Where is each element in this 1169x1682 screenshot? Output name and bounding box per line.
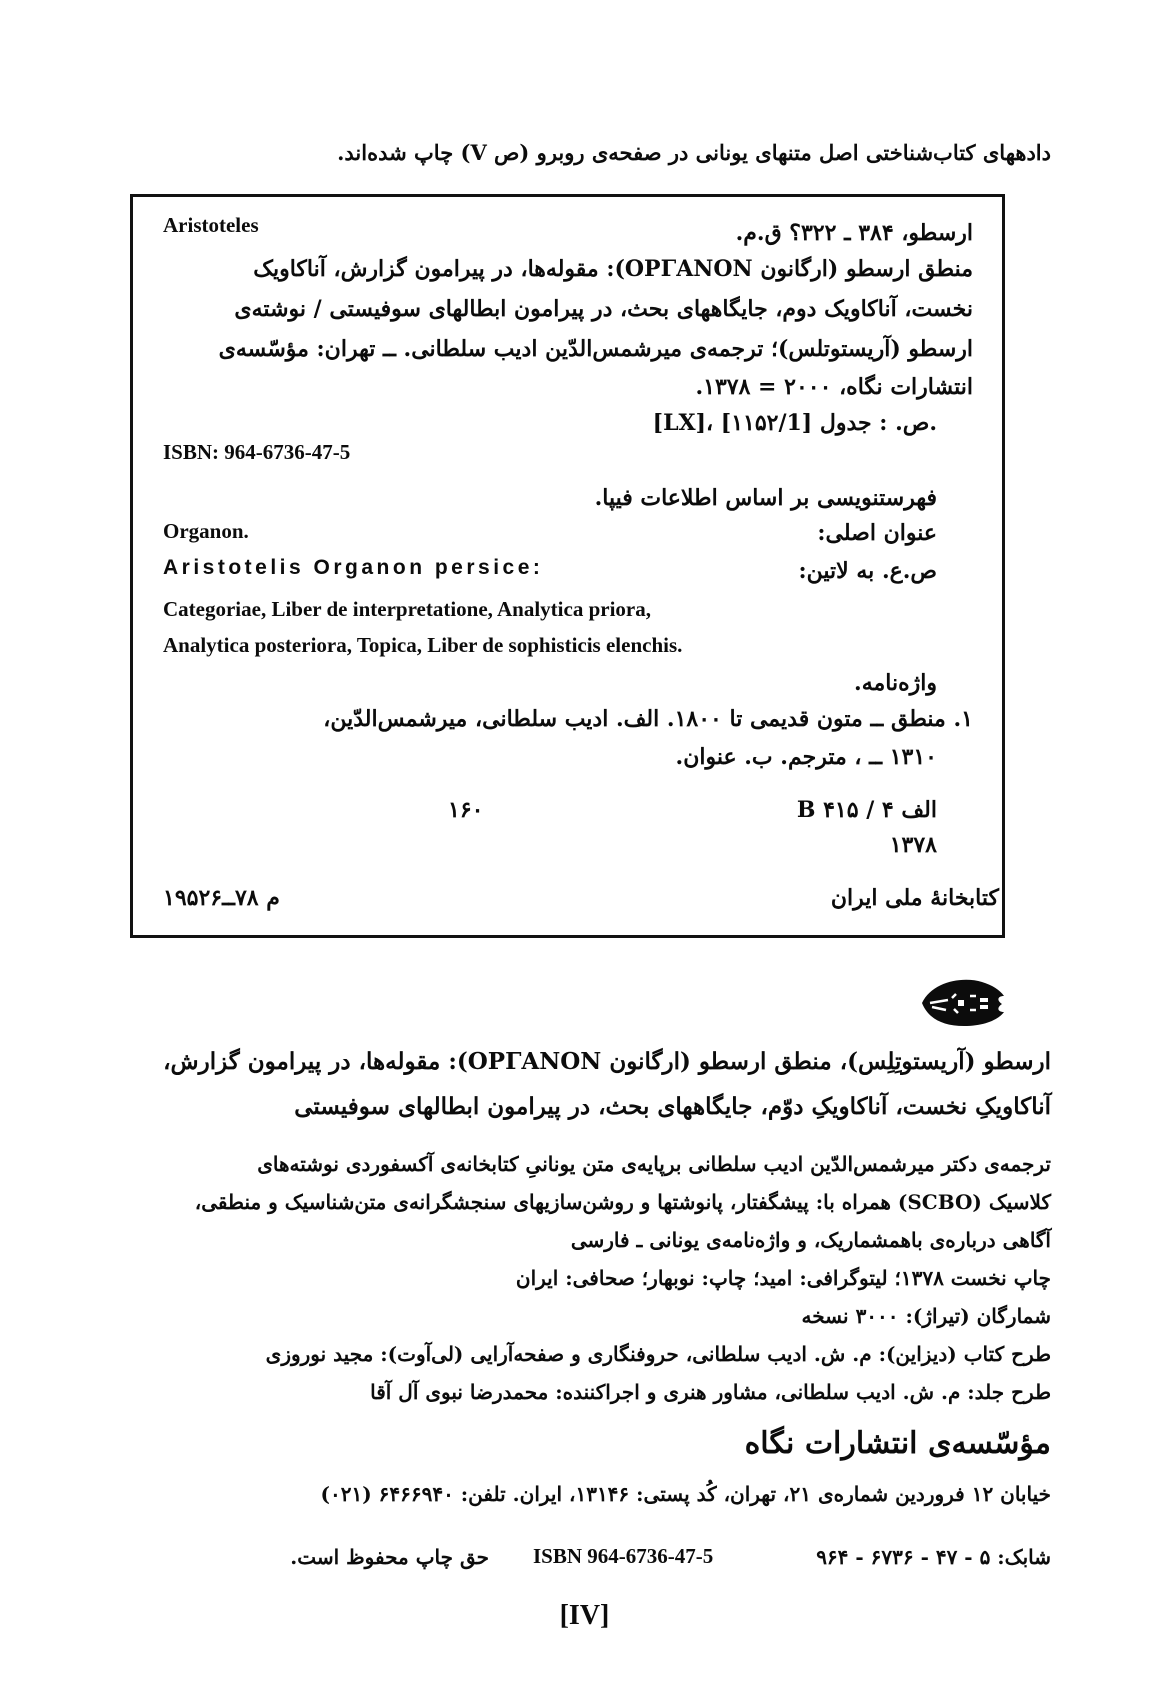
- cip-original-title-latin: Organon.: [163, 519, 249, 543]
- cip-class-year: ۱۳۷۸: [889, 832, 937, 858]
- cip-library-number: م ۷۸ــ۱۹۵۲۶: [163, 885, 280, 911]
- colophon-translation-line-3: آگاهی درباره‌ی باهمشماریک، و واژه‌نامه‌ی یونانی ـ فارسی: [570, 1228, 1051, 1252]
- colophon-print-info: چاپ نخست ۱۳۷۸؛ لیتوگرافی: امید؛ چاپ: نوبهار؛ صحافی: ایران: [515, 1266, 1051, 1290]
- cip-latin-line-1: Categoriae, Liber de interpretatione, Analytica priora,: [163, 597, 651, 621]
- cip-class-lc: B ۴۱۵ / ۴ الف: [796, 797, 937, 823]
- cip-title-line-2: نخست، آناکاویک دوم، جایگاههای بحث، در پیرامون ابطالهای سوفیستی / نوشته‌ی: [234, 296, 973, 322]
- colophon-title-line-1: ارسطو (آریستوتِلِس)، منطق ارسطو (ارگانون ΟΡΓΑΝΟΝ): مقوله‌ها، در پیرامون گزارش،: [163, 1048, 1051, 1075]
- colophon-design: طرح کتاب (دیزاین): م. ش. ادیب سلطانی، حروفنگاری و صفحه‌آرایی (لی‌آوت): مجید نوروزی: [265, 1342, 1051, 1366]
- cip-subject-line-1: ۱. منطق ــ متون قدیمی تا ۱۸۰۰. الف. ادیب سلطانی، میرشمس‌الدّین،: [323, 706, 973, 732]
- colophon-translation-line-1: ترجمه‌ی دکتر میرشمس‌الدّین ادیب سلطانی برپایه‌ی متن یونانیِ کتابخانه‌ی آکسفوردی نوشته‌های: [257, 1152, 1051, 1176]
- page-number: [IV]: [559, 1600, 610, 1631]
- cip-latin-title: Aristotelis Organon persice:: [163, 556, 544, 579]
- colophon-title-line-2: آناکاویکِ نخست، آناکاویکِ دوّم، جایگاههای بحث، در پیرامون ابطالهای سوفیستی: [294, 1093, 1051, 1120]
- cip-pages: [LX]، [۱۱۵۲/1] ص. : جدول.: [652, 410, 937, 436]
- cip-title-line-4: انتشارات نگاه، ۲۰۰۰ = ۱۳۷۸.: [695, 374, 973, 400]
- cip-title-line-1: منطق ارسطو (ارگانون ΟΡΓΑΝΟΝ): مقوله‌ها، در پیرامون گزارش، آناکاویک: [253, 256, 973, 282]
- colophon-translation-line-2: کلاسیک (SCBO) همراه با: پیشگفتار، پانوشتها و روشن‌سازیهای سنجشگرانه‌ی متن‌شناسیک و منطقی،: [194, 1190, 1051, 1214]
- cip-isbn: ISBN: 964-6736-47-5: [163, 440, 351, 464]
- colophon-circulation: شمارگان (تیراژ): ۳۰۰۰ نسخه: [801, 1304, 1051, 1328]
- cip-original-title-label: عنوان اصلی:: [817, 520, 937, 546]
- colophon-cover: طرح جلد: م. ش. ادیب سلطانی، مشاور هنری و اجراکننده: محمدرضا نبوی آل آقا: [370, 1380, 1051, 1404]
- isbn-persian: شابک: ۵ - ۴۷ - ۶۷۳۶ - ۹۶۴: [816, 1545, 1051, 1569]
- cip-class-ddc: ۱۶۰: [448, 797, 484, 823]
- publisher-address: خیابان ۱۲ فروردین شماره‌ی ۲۱، تهران، کُد پستی: ۱۳۱۴۶، ایران. تلفن: ۶۴۶۶۹۴۰ (۰۲۱): [320, 1482, 1051, 1506]
- cip-glossary: واژه‌نامه.: [854, 670, 937, 696]
- cip-latin-title-label: ص.ع. به لاتین:: [798, 558, 937, 584]
- cip-author-persian: ارسطو، ۳۸۴ ـ ۳۲۲؟ ق.م.: [735, 220, 973, 246]
- cip-library: کتابخانهٔ ملی ایران: [830, 885, 999, 911]
- copyright-notice: حق چاپ محفوظ است.: [290, 1545, 489, 1569]
- cip-fipa-note: فهرستنویسی بر اساس اطلاعات فیپا.: [594, 485, 937, 511]
- cip-author-latin: Aristoteles: [163, 213, 259, 237]
- leaf-ornament-icon: [918, 976, 1006, 1030]
- cip-latin-line-2: Analytica posteriora, Topica, Liber de sophisticis elenchis.: [163, 633, 683, 657]
- publisher-name: مؤسّسه‌ی انتشارات نگاه: [744, 1426, 1051, 1461]
- cip-title-line-3: ارسطو (آریستوتلس)؛ ترجمه‌ی میرشمس‌الدّین ادیب سلطانی. ــ تهران: مؤسّسه‌ی: [218, 336, 973, 362]
- top-note: دادههای کتاب‌شناختی اصل متنهای یونانی در صفحه‌ی روبرو (ص V) چاپ شده‌اند.: [337, 140, 1051, 165]
- isbn-latin: ISBN 964-6736-47-5: [533, 1544, 714, 1568]
- cip-subject-line-2: ۱۳۱۰ ــ ، مترجم. ب. عنوان.: [675, 744, 937, 770]
